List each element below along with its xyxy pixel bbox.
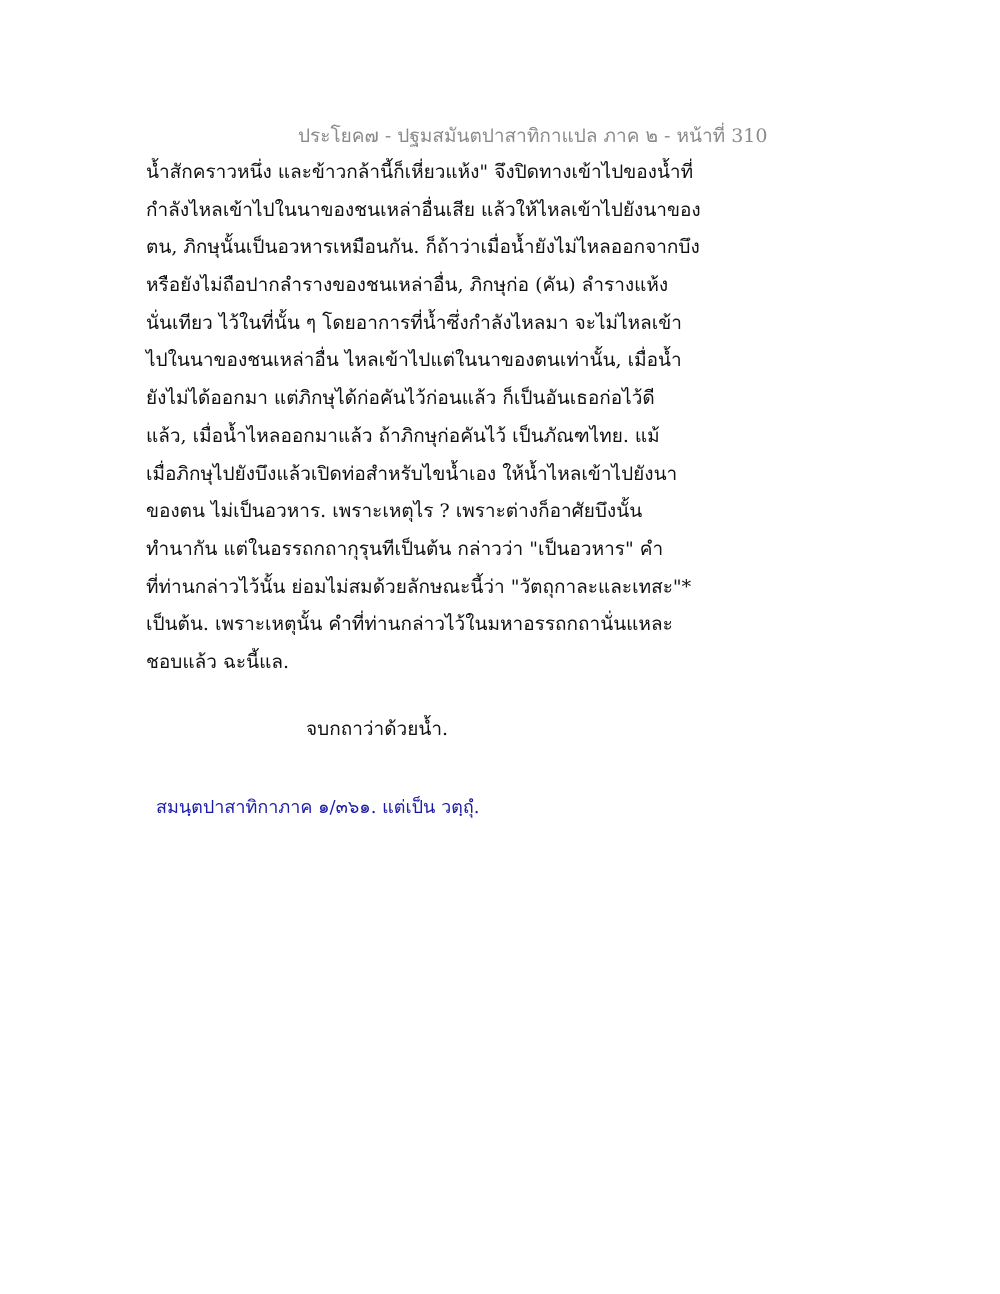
body-line: นั่นเทียว ไว้ในที่นั้น ๆ โดยอาการที่น้ำซึ่งกำลังไหลมา จะไม่ไหลเข้า bbox=[146, 311, 682, 334]
footnote: สมนฺตปาสาทิกาภาค ๑/๓๖๑. แต่เป็น วตฺถุํ. bbox=[156, 797, 480, 818]
body-line: น้ำสักคราวหนึ่ง และข้าวกล้านี้ก็เหี่ยวแห้ง" จึงปิดทางเข้าไปของน้ำที่ bbox=[146, 161, 694, 183]
section-closing: จบกถาว่าด้วยน้ำ. bbox=[306, 718, 449, 740]
body-line: แล้ว, เมื่อน้ำไหลออกมาแล้ว ถ้าภิกษุก่อคันไว้ เป็นภัณฑไทย. แม้ bbox=[146, 424, 660, 447]
body-line: ไปในนาของชนเหล่าอื่น ไหลเข้าไปแต่ในนาของตนเท่านั้น, เมื่อน้ำ bbox=[146, 349, 682, 372]
body-line: ทำนากัน แต่ในอรรถกถากุรุนทีเป็นต้น กล่าวว่า "เป็นอวหาร" คำ bbox=[146, 537, 664, 560]
body-line: หรือยังไม่ถือปากลำรางของชนเหล่าอื่น, ภิกษุก่อ (คัน) ลำรางแห้ง bbox=[146, 274, 669, 297]
body-line: เมื่อภิกษุไปยังบึงแล้วเปิดท่อสำหรับไขน้ำเอง ให้น้ำไหลเข้าไปยังนา bbox=[146, 462, 678, 485]
body-line: เป็นต้น. เพราะเหตุนั้น คำที่ท่านกล่าวไว้ในมหาอรรถกถานั่นแหละ bbox=[146, 613, 673, 636]
body-line: ยังไม่ได้ออกมา แต่ภิกษุได้ก่อคันไว้ก่อนแล้ว ก็เป็นอันเธอก่อไว้ดี bbox=[146, 387, 655, 410]
body-line: ชอบแล้ว ฉะนี้แล. bbox=[146, 650, 290, 673]
body-line: ที่ท่านกล่าวไว้นั้น ย่อมไม่สมด้วยลักษณะนี้ว่า "วัตถุกาละและเทสะ"* bbox=[146, 575, 692, 598]
body-line: ของตน ไม่เป็นอวหาร. เพราะเหตุไร ? เพราะต่างก็อาศัยบึงนั้น bbox=[146, 500, 643, 523]
page-header: ประโยค๗ - ปฐมสมันตปาสาทิกาแปล ภาค ๒ - หน้าที่ 310 bbox=[298, 125, 768, 147]
body-line: ตน, ภิกษุนั้นเป็นอวหารเหมือนกัน. ก็ถ้าว่าเมื่อน้ำยังไม่ไหลออกจากบึง bbox=[146, 236, 700, 259]
body-text bbox=[146, 154, 706, 682]
body-line: กำลังไหลเข้าไปในนาของชนเหล่าอื่นเสีย แล้วให้ไหลเข้าไปยังนาของ bbox=[146, 198, 701, 221]
